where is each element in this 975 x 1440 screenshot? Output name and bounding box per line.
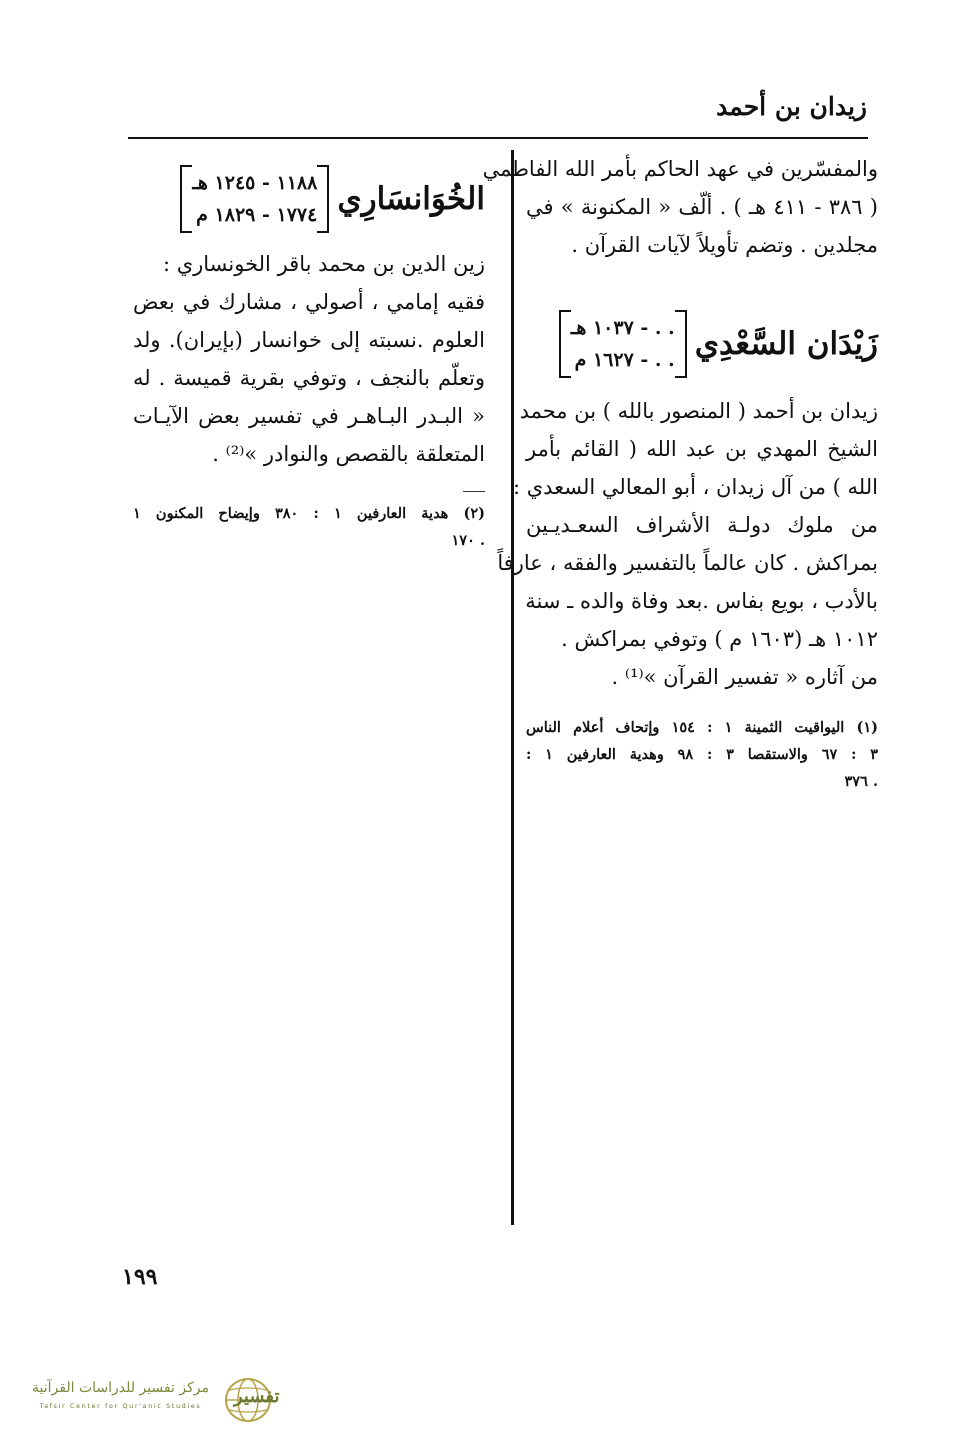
logo-arabic-text: مركز تفسير للدراسات القرآنية [32,1380,209,1396]
entry-dates [180,165,329,233]
text-line: المتعلقة بالقصص والنوادر »⁽²⁾ . [212,442,485,466]
text-line: « البـدر البـاهـر في تفسير بعض الآيـات [133,404,485,428]
logo-word: تفسير [234,1386,280,1407]
footnote-1 [526,714,878,795]
text-line: فقيه إمامي ، أصولي ، مشارك في بعض [133,290,485,314]
continuation-paragraph [482,150,878,264]
entry-body [133,245,485,473]
text-line: من آثاره « تفسير القرآن »⁽¹⁾ . [611,665,878,689]
date-hijri: . . - ١٠٣٧ هـ [570,317,675,339]
date-hijri: ١١٨٨ - ١٢٤٥ هـ [192,172,318,194]
column-divider [511,150,514,1225]
entry-heading-zaydan [526,310,878,378]
text-line: الله ) من آل زيدان ، أبو المعالي السعدي : [512,475,878,499]
footnote-line: (١) اليواقيت الثمينة ١ : ١٥٤ وإتحاف أعلام الناس [526,719,878,736]
page-number: ١٩٩ [122,1264,158,1290]
entry-name: الخُوَانسَارِي [337,181,485,217]
logo-english-text: Tafsir Center for Qur'anic Studies [39,1402,202,1410]
footnote-2 [133,500,485,554]
date-gregorian: ١٧٧٤ - ١٨٢٩ م [196,204,318,226]
date-gregorian: . . - ١٦٢٧ م [574,349,675,371]
text-line: بالأدب ، بويع بفاس .بعد وفاة والده ـ سنة [525,589,878,613]
text-line: والمفسّرين في عهد الحاكم بأمر الله الفاطمي [482,157,878,181]
entry-heading-khwansari [133,165,485,233]
entry-body [497,392,878,696]
text-line: العلوم .نسبته إلى خوانسار (بإيران). ولد [133,328,485,352]
text-line: من ملوك دولـة الأشراف السعـديـين [526,513,878,537]
text-line: وتعلّم بالنجف ، وتوفي بقرية قميسة . له [133,366,485,390]
footnote-line: ٣ : ٦٧ والاستقصا ٣ : ٩٨ وهدية العارفين ١ : [526,746,879,763]
entry-name: زَيْدَان السَّعْدِي [694,326,878,362]
text-line: بمراكش . كان عالماً بالتفسير والفقه ، عارفاً [497,551,878,575]
text-line: مجلدين . وتضم تأويلاً لآيات القرآن . [571,233,878,257]
tafsir-center-logo [18,1372,288,1428]
right-column [482,150,879,795]
footnote-line: . ٣٧٦ [844,773,878,790]
text-line: ١٠١٢ هـ (١٦٠٣ م ) وتوفي بمراكش . [561,627,878,651]
text-line: ( ٣٨٦ - ٤١١ هـ ) . ألّف « المكنونة » في [526,195,878,219]
left-column [133,165,485,554]
header-rule [128,137,868,139]
running-head: زيدان بن أحمد [716,92,867,121]
text-line: الشيخ المهدي بن عبد الله ( القائم بأمر [526,437,878,461]
footnote-line: . ١٧٠ [451,532,485,549]
text-line: زيدان بن أحمد ( المنصور بالله ) بن محمد [519,399,878,423]
footnote-line: (٢) هدية العارفين ١ : ٣٨٠ وإيضاح المكنون ١ [133,505,485,522]
entry-dates [559,310,687,378]
text-line: زين الدين بن محمد باقر الخونساري : [162,252,485,276]
